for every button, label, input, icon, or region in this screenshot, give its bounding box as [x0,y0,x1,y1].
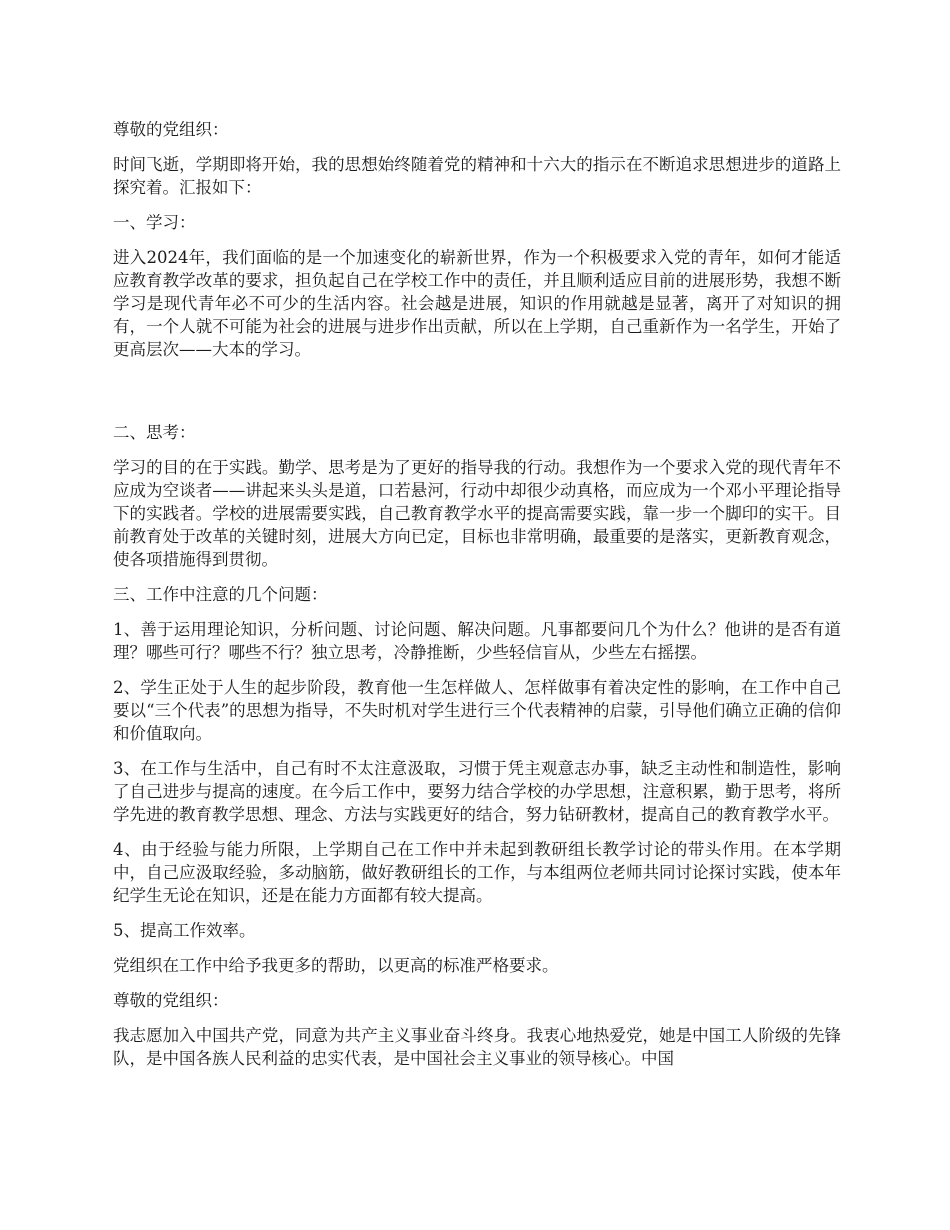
closing-paragraph: 党组织在工作中给予我更多的帮助，以更高的标准严格要求。 [113,956,559,975]
list-item-2: 2、学生正处于人生的起步阶段，教育他一生怎样做人、怎样做事有着决定性的影响，在工作中自己要以“三个代表”的思想为指导，不失时机对学生进行三个代表精神的启蒙，引导他们确立正确的信仰和价值取向。 [113,678,841,743]
section-1-body: 进入2024年，我们面临的是一个加速变化的崭新世界，作为一个积极要求入党的青年，如何才能适应教育教学改革的要求，担负起自己在学校工作中的责任，并且顺利适应目前的进展形势，我想不断学习是现代青年必不可少的生活内容。社会越是进展，知识的作用就越是显著，离开了对知识的拥有，一个人就不可能为社会的进展与进步作出贡献，所以在上学期，自己重新作为一名学生，开始了更高层次——大本的学习。 [113,248,841,359]
section-2-heading: 二、思考： [113,423,196,442]
section-1-heading: 一、学习： [113,213,196,232]
section-gap [113,373,841,421]
final-paragraph: 我志愿加入中国共产党，同意为共产主义事业奋斗终身。我衷心地热爱党，她是中国工人阶级的先锋队，是中国各族人民利益的忠实代表，是中国社会主义事业的领导核心。中国 [113,1026,841,1068]
list-item-5: 5、提高工作效率。 [113,921,256,940]
document-page [113,118,841,1082]
intro-paragraph: 时间飞逝，学期即将开始，我的思想始终随着党的精神和十六大的指示在不断追求思想进步的道路上探究着。汇报如下： [113,155,841,197]
list-item-1: 1、善于运用理论知识，分析问题、讨论问题、解决问题。凡事都要问几个为什么？他讲的是否有道理？哪些可行？哪些不行？独立思考，冷静推断，少些轻信盲从，少些左右摇摆。 [113,620,841,662]
list-item-4: 4、由于经验与能力所限，上学期自己在工作中并未起到教研组长教学讨论的带头作用。在本学期中，自己应汲取经验，多动脑筋，做好教研组长的工作，与本组两位老师共同讨论探讨实践，使本年纪学生无论在知识，还是在能力方面都有较大提高。 [113,840,841,905]
greeting-2: 尊敬的党组织： [113,991,229,1010]
section-2-body: 学习的目的在于实践。勤学、思考是为了更好的指导我的行动。我想作为一个要求入党的现代青年不应成为空谈者——讲起来头头是道，口若悬河，行动中却很少动真格，而应成为一个邓小平理论指导下的实践者。学校的进展需要实践，自己教育教学水平的提高需要实践，靠一步一个脚印的实干。目前教育处于改革的关键时刻，进展大方向已定，目标也非常明确，最重要的是落实，更新教育观念，使各项措施得到贯彻。 [113,458,841,569]
list-item-3: 3、在工作与生活中，自己有时不太注意汲取，习惯于凭主观意志办事，缺乏主动性和制造性，影响了自己进步与提高的速度。在今后工作中，要努力结合学校的办学思想，注意积累，勤于思考，将所学先进的教育教学思想、理念、方法与实践更好的结合，努力钻研教材，提高自己的教育教学水平。 [113,759,841,824]
section-3-heading: 三、工作中注意的几个问题： [113,585,328,604]
greeting-1: 尊敬的党组织： [113,120,229,139]
